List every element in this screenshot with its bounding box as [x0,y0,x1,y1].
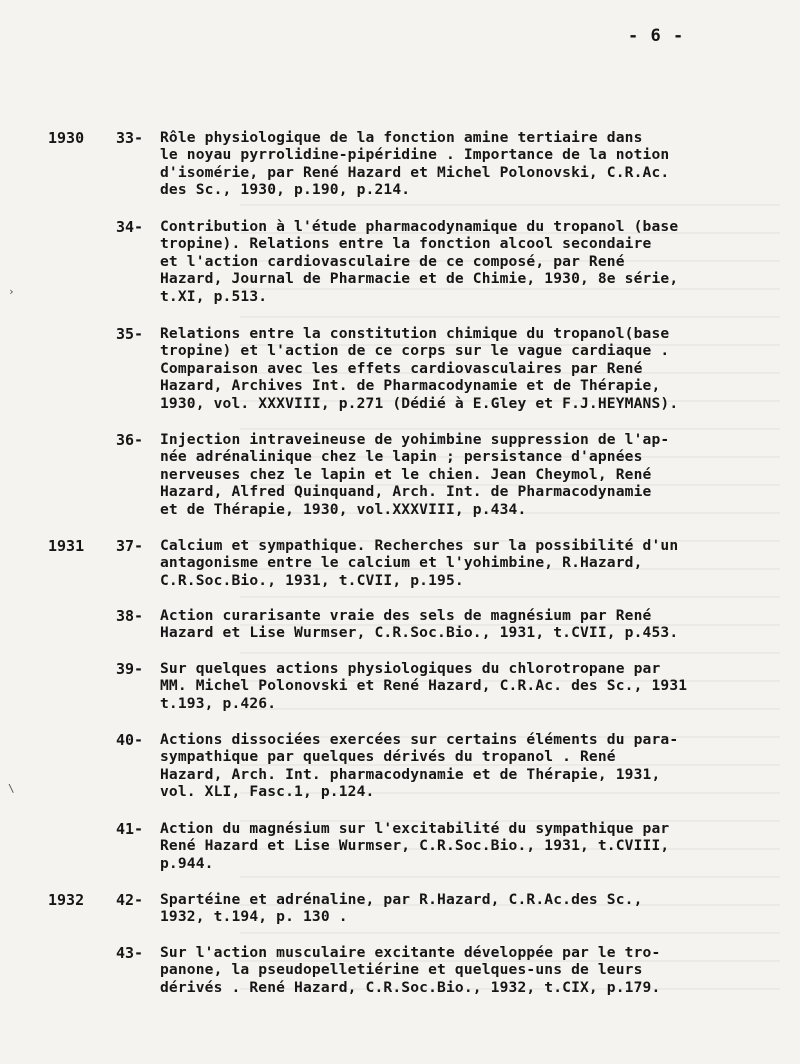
entry-text: Sur l'action musculaire excitante développée par le tro- panone, la pseudopelletiérine et quelques-uns de leurs dérivés . René Hazard, C.R.Soc.Bio., 1932, t.CIX, p.179. [160,944,661,996]
entry-text: Injection intraveineuse de yohimbine suppression de l'ap- née adrénalinique chez le lapin ; persistance d'apnées nerveuses chez le lapin et le chien. Jean Cheymol, René Hazard, Alfred Quinquand, Arch. Int. de Pharmacodynamie et de Thérapie, 1930, vol.XXXVIII, p.434. [160,431,670,518]
entry-text: Contribution à l'étude pharmacodynamique du tropanol (base tropine). Relations entre la fonction alcool secondaire et l'action cardiovasculaire de ce composé, par René Hazard, Journal de Pharmacie et de Chimie, 1930, 8e série, t.XI, p.513. [160,218,679,305]
entry-text: Sur quelques actions physiologiques du chlorotropane par MM. Michel Polonovski et René Hazard, C.R.Ac. des Sc., 1931 t.193, p.426. [160,660,688,712]
entry-number: 35- [116,325,144,343]
entry-number: 43- [116,944,144,962]
entry-text: Actions dissociées exercées sur certains éléments du para- sympathique par quelques dérivés du tropanol . René Hazard, Arch. Int. pharmacodynamie et de Thérapie, 1931, vol. XLI, Fasc.1, p.124. [160,731,679,801]
entry-number: 38- [116,607,144,625]
margin-mark-icon: \ [8,782,15,795]
entry-number: 41- [116,820,144,838]
entry-text: Rôle physiologique de la fonction amine tertiaire dans le noyau pyrrolidine-pipéridine . Importance de la notion d'isomérie, par René Hazard et Michel Polonovski, C.R.Ac. des Sc., 1930, p.190, p.214. [160,129,670,199]
entry-text: Calcium et sympathique. Recherches sur la possibilité d'un antagonisme entre le calcium et l'yohimbine, R.Hazard, C.R.Soc.Bio., 1931, t.CVII, p.195. [160,537,679,589]
entry-number: 37- [116,537,144,555]
entry-year: 1930 [48,129,85,147]
margin-mark-icon: › [8,285,15,298]
entry-number: 39- [116,660,144,678]
entry-number: 34- [116,218,144,236]
entry-number: 33- [116,129,144,147]
entry-text: Action du magnésium sur l'excitabilité du sympathique par René Hazard et Lise Wurmser, C.R.Soc.Bio., 1931, t.CVIII, p.944. [160,820,670,872]
entry-number: 36- [116,431,144,449]
entry-number: 40- [116,731,144,749]
entry-year: 1931 [48,537,85,555]
bleed-through-texture [240,190,780,1010]
entry-text: Spartéine et adrénaline, par R.Hazard, C.R.Ac.des Sc., 1932, t.194, p. 130 . [160,891,643,926]
entry-number: 42- [116,891,144,909]
entry-year: 1932 [48,891,85,909]
entry-text: Relations entre la constitution chimique du tropanol(base tropine) et l'action de ce corps sur le vague cardiaque . Comparaison avec les effets cardiovasculaires par René Hazard, Archives Int. de Pharmacodynamie et de Thérapie, 1930, vol. XXXVIII, p.271 (Dédié à E.Gley et F.J.HEYMANS). [160,325,679,412]
page-number: - 6 - [628,26,685,46]
entry-text: Action curarisante vraie des sels de magnésium par René Hazard et Lise Wurmser, C.R.Soc.Bio., 1931, t.CVII, p.453. [160,607,679,642]
